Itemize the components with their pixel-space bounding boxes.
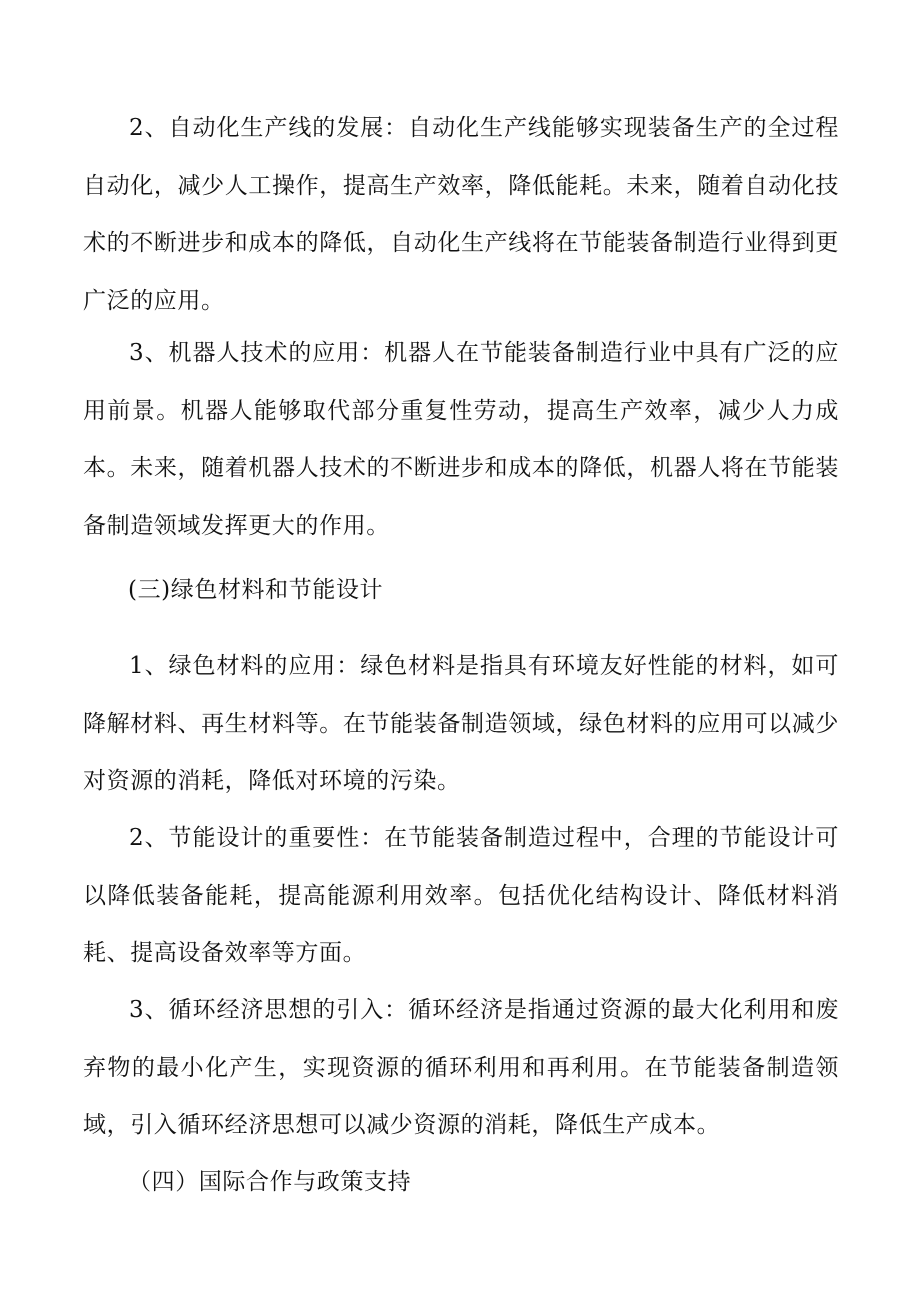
paragraph-circular-economy: 3、循环经济思想的引入：循环经济是指通过资源的最大化利用和废弃物的最小化产生，实现资源的循环利用和再利用。在节能装备制造领域，引入循环经济思想可以减少资源的消耗，降低生产成本。 xyxy=(83,997,839,1138)
paragraph-energy-saving-design: 2、节能设计的重要性：在节能装备制造过程中，合理的节能设计可以降低装备能耗，提高能源利用效率。包括优化结构设计、降低材料消耗、提高设备效率等方面。 xyxy=(83,825,839,966)
paragraph-robot-technology: 3、机器人技术的应用：机器人在节能装备制造行业中具有广泛的应用前景。机器人能够取代部分重复性劳动，提高生产效率，减少人力成本。未来，随着机器人技术的不断进步和成本的降低，机器人将在节能装备制造领域发挥更大的作用。 xyxy=(83,340,839,539)
section-heading-green-materials: (三)绿色材料和节能设计 xyxy=(128,577,384,603)
section-heading-international-cooperation: （四）国际合作与政策支持 xyxy=(128,1169,412,1195)
paragraph-automation-line: 2、自动化生产线的发展：自动化生产线能够实现装备生产的全过程自动化，减少人工操作，提高生产效率，降低能耗。未来，随着自动化技术的不断进步和成本的降低，自动化生产线将在节能装备制造行业得到更广泛的应用。 xyxy=(83,115,839,314)
paragraph-green-materials: 1、绿色材料的应用：绿色材料是指具有环境友好性能的材料，如可降解材料、再生材料等。在节能装备制造领域，绿色材料的应用可以减少对资源的消耗，降低对环境的污染。 xyxy=(83,653,839,794)
